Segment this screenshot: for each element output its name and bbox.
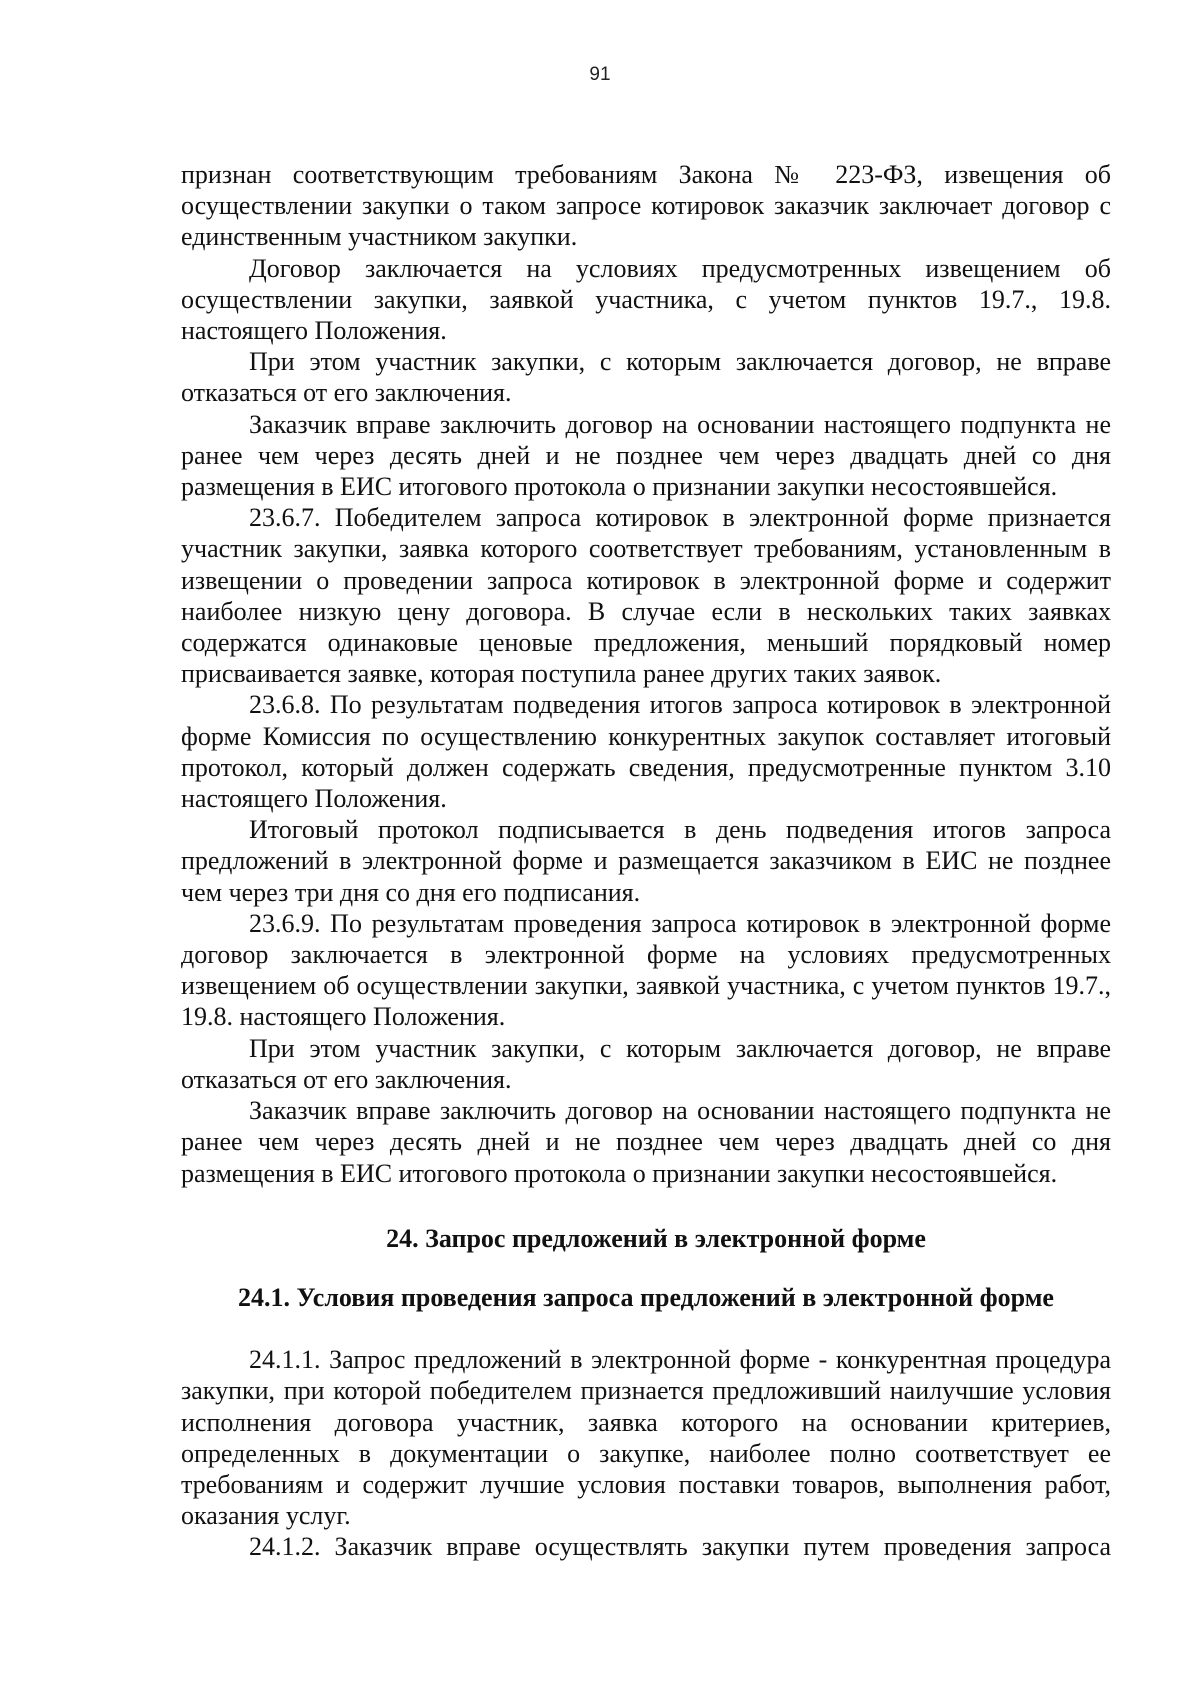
paragraph: Договор заключается на условиях предусмотренных извещением об осуществлении закупки, заявкой участника, с учетом пунктов 19.7., 19.8. настоящего Положения. (181, 253, 1111, 346)
paragraph: Итоговый протокол подписывается в день подведения итогов запроса предложений в электронной форме и размещается заказчиком в ЕИС не позднее чем через три дня со дня его подписания. (181, 815, 1111, 907)
paragraph: При этом участник закупки, с которым заключается договор, не вправе отказаться от его заключения. (181, 1033, 1111, 1094)
paragraph: Заказчик вправе заключить договор на основании настоящего подпункта не ранее чем через десять дней и не позднее чем через двадцать дней со дня размещения в ЕИС итогового протокола о признании закупки несостоявшейся. (181, 1096, 1111, 1188)
paragraph: Заказчик вправе заключить договор на основании настоящего подпункта не ранее чем через десять дней и не позднее чем через двадцать дней со дня размещения в ЕИС итогового протокола о признании закупки несостоявшейся. (181, 409, 1111, 502)
section-heading: 24. Запрос предложений в электронной форме (386, 1223, 926, 1253)
page-number: 91 (589, 64, 611, 85)
paragraphs-before (181, 159, 1111, 1189)
paragraph: признан соответствующим требованиям Закона № 223-ФЗ, извещения об осуществлении закупки о таком запросе котировок заказчик заключает договор с единственным участником закупки. (181, 160, 1111, 252)
paragraphs-after (181, 1344, 1111, 1562)
paragraph-23-6-8: 23.6.8. По результатам подведения итогов запроса котировок в электронной форме Комиссия по осуществлению конкурентных закупок составляет итоговый протокол, который должен содержать сведения, предусмотренные пунктом 3.10 настоящего Положения. (181, 690, 1111, 814)
document-body (181, 159, 1111, 1563)
paragraph-23-6-9: 23.6.9. По результатам проведения запроса котировок в электронной форме договор заключается в электронной форме на условиях предусмотренных извещением об осуществлении закупки, заявкой участника, с учетом пунктов 19.7., 19.8. настоящего Положения. (181, 908, 1111, 1032)
paragraph-23-6-7: 23.6.7. Победителем запроса котировок в электронной форме признается участник закупки, заявка которого соответствует требованиям, установленным в извещении о проведении запроса котировок в электронной форме и содержит наиболее низкую цену договора. В случае если в нескольких таких заявках содержатся одинаковые ценовые предложения, меньший порядковый номер присваивается заявке, которая поступила ранее других таких заявок. (181, 503, 1111, 689)
subsection-heading: 24.1. Условия проведения запроса предложений в электронной форме (238, 1282, 1054, 1312)
paragraph-24-1-1: 24.1.1. Запрос предложений в электронной форме - конкурентная процедура закупки, при которой победителем признается предложивший наилучшие условия исполнения договора участник, заявка которого на основании критериев, определенных в документации о закупке, наиболее полно соответствует ее требованиям и содержит лучшие условия поставки товаров, выполнения работ, оказания услуг. (181, 1345, 1111, 1531)
paragraph-24-1-2: 24.1.2. Заказчик вправе осуществлять закупки путем проведения запроса (249, 1532, 1111, 1562)
paragraph: При этом участник закупки, с которым заключается договор, не вправе отказаться от его заключения. (181, 347, 1111, 408)
